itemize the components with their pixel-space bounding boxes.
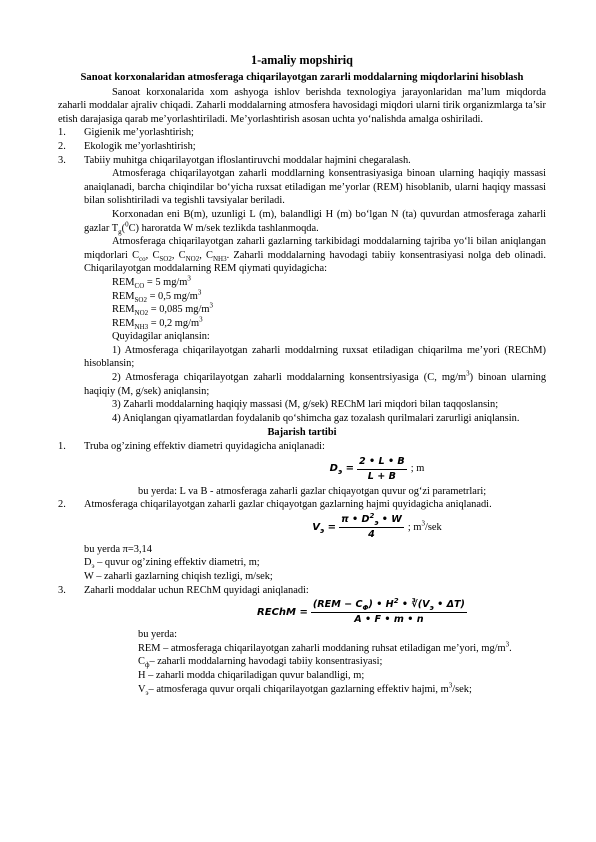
rem-value-no2: $REM_{NO2} = 0,085$ $mg/m^3$ (112, 301, 213, 318)
rem-value-nh3: $REM_{NH3} = 0,2$ $mg/m^3$ (112, 315, 203, 331)
step-item: 3. Zaharli moddalar uchun REChM quyidagi aniqlanadi: (58, 584, 309, 596)
formula-rechm: REChM = $\frac{(REM - C_\Phi) • H^2 • ∛(V_э • \Delta T)}{A • F • m • n}$ (257, 597, 465, 626)
norm-list (58, 126, 546, 167)
paragraph-pipe-parameters: Korxonadan eni B(m), uzunligi L (m), balandligi H (m) bo‘lgan N (ta) quvurdan atmosferaga zaharli gazlar $T_g(^0C)$ haroratda W m/sek tezlikda tashlanmoqda. (84, 208, 546, 236)
paragraph-rem-intro: Atmosferaga chiqarilayotgan zaharli moddlarning konsentrasiyasiga binoan ularning haqiqiy massasi anaiqlanadi, barcha chiqindilar bo‘yicha ruxsat etiladigan me’yorlar (REM) hisoblanib, ularni haqiqy massasi bilan solishtiriladi va tegishli tavsiyalar beriladi. (84, 168, 546, 207)
formula3-notes: bu yerda: REM – atmosferaga chiqarilayotgan zaharli moddaning ruhsat etiladigan me’yori, $mg/m^3$. $C_ф-$ zaharli moddalarning havodagi tabiiy konsentrasiyasi; H – zaharli modda chiqariladigan quvur balandligi, m; $V_э-$ atmosferaga quvur orqali chiqarilayotgan gazlarning effektiv hajmi, $m^3$/sek; (138, 629, 512, 697)
step-item: 1. Truba og’zining effektiv diametri quyidagicha aniqlanadi: (58, 441, 325, 453)
task-item: 1) Atmosferaga chiqarilayotgan zaharli moddalrning ruxsat etiladigan chiqarilma me’yori (REChM) hisoblansin; (84, 344, 546, 370)
rem-values (84, 276, 546, 344)
document-page (58, 50, 546, 696)
page-title: 1-amaliy mopshiriq (251, 53, 353, 67)
step-item: 2. Atmosferaga chiqarilayotgan zaharli gazlar chiqayotgan gazlarning hajmi quyidagicha aniqlanadi. (58, 499, 492, 511)
list-item: 1. Gigienik me’yorlashtirish; (58, 127, 194, 139)
list-item: 3. Tabiiy muhitga chiqarilayotgan ifloslantiruvchi moddalar hajmini chegaralash. (58, 154, 411, 166)
rem-value-so2: $REM_{SO2} = 0,5$ $mg/m^3$ (112, 288, 202, 304)
task-item: 3) Zaharli moddalarning haqiqiy massasi (M, g/sek) REChM lari miqdori bilan taqqoslansin; (112, 399, 499, 411)
formula2-notes: bu yerda π=3,14 $D_э$ – quvur og’zining effektiv diametri, m; W – zaharli gazlarning chiqish tezligi, m/sek; (84, 543, 273, 582)
formula-effective-diameter: $D_э$ = $\frac{2 • L • B}{L + B}$ ; m (329, 455, 425, 482)
task-item: 2) Atmosferaga chiqarilayotgan zaharli moddalarning konsentrsiyasiga (C, $mg/m^3$) binoan ularning haqiqiy (M, g/sek) aniqlansin; (84, 369, 547, 397)
formula-gas-volume: $V_э$ = $\frac{\pi • D^2_э • W}{4}$ ; $m^3$/sek (312, 511, 442, 540)
task-intro: Quyidagilar aniqlansin: (112, 331, 210, 343)
list-item: 2. Ekologik me’yorlashtirish; (58, 140, 196, 152)
formula1-note: bu yerda: L va B - atmosferaga zaharli gazlar chiqayotgan quvur og‘zi parametrlari; (138, 485, 487, 497)
paragraph-concentrations: Atmosferaga chiqarilayotgan zaharli gazlarning tarkibidagi moddalarning tajriba yo‘li bilan aniqlangan miqdorlari $C_{co}$, $C_{SO2}$, $C_{NO2}$, $C_{NH3}$. Zaharli moddalarning havodagi tabiiy konsentrasiyasi nolga deb olinadi. Chiqarilayotgan moddalarning REM qiymati quyidagicha: (84, 236, 546, 275)
rem-value-co: $REM_{CO} = 5$ $mg/m^3$ (112, 274, 191, 290)
section-title: Bajarish tartibi (267, 427, 337, 439)
intro-paragraph: Sanoat korxonalarida xom ashyoga ishlov berishda texnologiya jarayonlaridan ma’lum miqdorda zaharli moddalar ajraliv chiqadi. Zaharli moddalarning atmosfera havosidagi miqdori ularni tirik organizmlarga ta’sir etish darajasiga qarab me’yorlashtiriladi. Me’yorlashtirish asosan uchta yo‘nalishda amalga oshiriladi. (58, 86, 546, 125)
page-subtitle: Sanoat korxonalaridan atmosferaga chiqarilayotgan zararli moddalarning miqdorlarini hisoblash (80, 71, 524, 83)
task-item: 4) Aniqlangan qiyamatlardan foydalanib qo‘shimcha gaz tozalash qurilmalari zarurligi aniqlansin. (112, 412, 520, 424)
